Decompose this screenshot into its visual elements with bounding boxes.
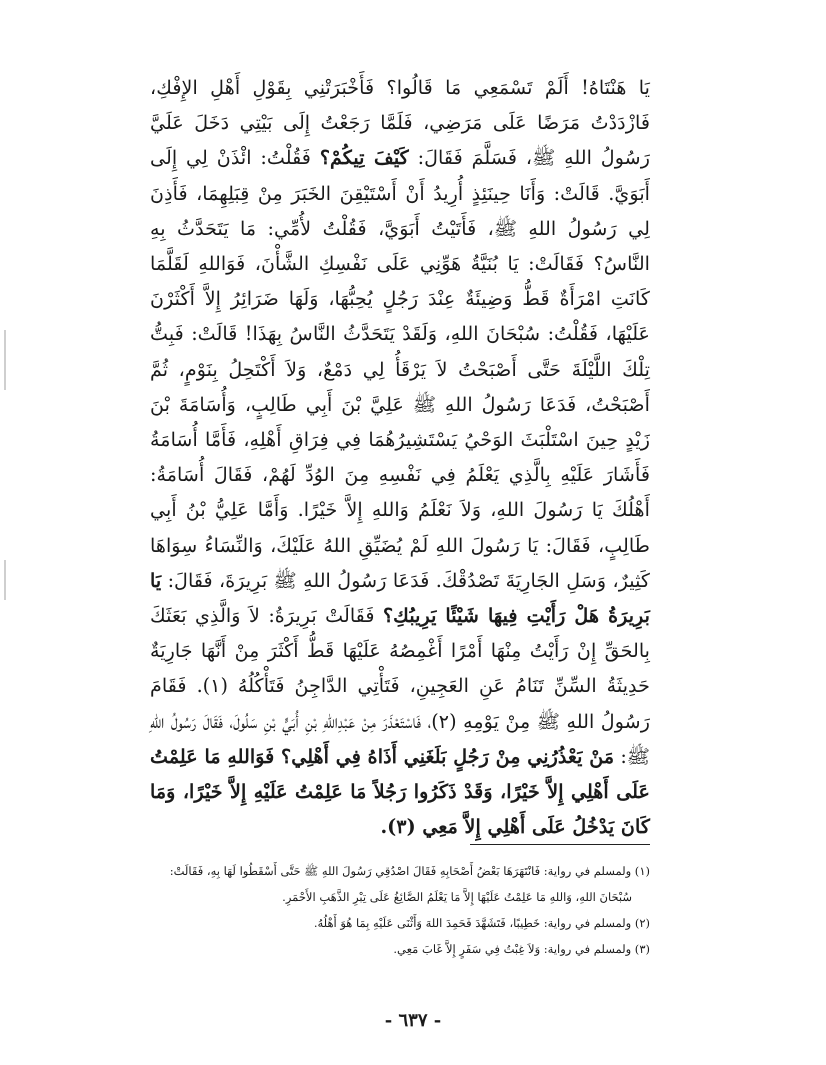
footnote-1: (١) ولمسلم في رواية: فَانْتَهَرَهَا بَعْضُ أَصْحَابِهِ فَقَالَ اصْدُقِي رَسُولَ اللهِ ﷺ حَتَّى أَسْقَطُوا لَهَا بِهِ، فَقَالَتْ:: [169, 864, 650, 878]
main-text: [150, 70, 650, 844]
page-number: - ٦٣٧ -: [384, 1010, 442, 1031]
footnote-1-continued: سُبْحَانَ اللهِ، وَاللهِ مَا عَلِمْتُ عَلَيْهَا إِلاَّ مَا يَعْلَمُ الصَّائِغُ عَلَى تِبْرِ الذَّهَبِ الأَحْمَرِ.: [282, 890, 632, 904]
hadith-quote: مَنْ يَعْذُرُنِي مِنْ رَجُلٍ بَلَغَنِي أَذَاهُ فِي أَهْلِي؟ فَوَاللهِ مَا عَلِمْتُ عَلَى أَهْلِي إِلاَّ خَيْرًا، وَقَدْ ذَكَرُوا رَجُلاً مَا عَلِمْتُ عَلَيْهِ إِلاَّ خَيْرًا، وَمَا كَانَ يَدْخُلُ عَلَى أَهْلِي إِلاَّ مَعِي (٣).: [150, 744, 650, 839]
hadith-quote: يَا بَرِيرَةُ هَلْ رَأَيْتِ فِيهَا شَيْئًا يَرِيبُكِ؟: [150, 568, 650, 628]
main-paragraph: [150, 70, 650, 844]
text-run: فَقَالَتْ بَرِيرَةُ: لاَ وَالَّذِي بَعَثَكَ بِالحَقِّ إِنْ رَأَيْتُ مِنْهَا أَمْرًا أَغْمِصُهُ عَلَيْهَا قَطُّ أَكْثَرَ مِنْ أَنَّهَا جَارِيَةٌ حَدِيثَةُ السِّنِّ تَنَامُ عَنِ العَجِينِ، فَتَأْتِي الدَّاجِنُ فَتَأْكُلُهُ (١). فَقَامَ رَسُولُ اللهِ ﷺ مِنْ يَوْمِهِ (٢)، فَاسْتَعْذَرَ مِنْ عَبْدِاللهِ بْنِ أُبَيٍّ بْنِ سَلُولَ، فَقَالَ رَسُولُ اللهِ ﷺ:: [150, 604, 650, 768]
footnote-divider: [470, 844, 650, 845]
footnote-3: (٣) ولمسلم في رواية: وَلاَ غِبْتُ فِي سَفَرٍ إِلاَّ غَابَ مَعِي.: [393, 942, 650, 956]
hadith-quote: كَيْفَ تِيكُمْ؟: [319, 146, 409, 170]
footnote-2: (٢) ولمسلم في رواية: خَطِيبًا، فَتَشَهَّدَ فَحَمِدَ اللهَ وَأَثْنَى عَلَيْهِ بِمَا هُوَ أَهْلُهُ.: [313, 916, 650, 930]
text-run: فَقُلْتُ: ائْذَنْ لِي إِلَى أَبَوَيَّ. قَالَتْ: وَأَنَا حِينَئِذٍ أُرِيدُ أَنْ أَسْتَيْقِنَ الخَبَرَ مِنْ قِبَلِهِمَا، فَأَذِنَ لِي رَسُولُ اللهِ ﷺ، فَأَتَيْتُ أَبَوَيَّ، فَقُلْتُ لأُمِّي: مَا يَتَحَدَّثُ بِهِ النَّاسُ؟ فَقَالَتْ: يَا بُنَيَّةُ هَوِّنِي عَلَى نَفْسِكِ الشَّأْنَ، فَوَاللهِ لَقَلَّمَا كَانَتِ امْرَأَةٌ قَطُّ وَضِيئَةٌ عِنْدَ رَجُلٍ يُحِبُّهَا، وَلَهَا ضَرَائِرُ إِلاَّ أَكْثَرْنَ عَلَيْهَا، فَقُلْتُ: سُبْحَانَ اللهِ، وَلَقَدْ يَتَحَدَّثُ النَّاسُ بِهَذَا! قَالَتْ: فَبِتُّ تِلْكَ اللَّيْلَةَ حَتَّى أَصْبَحْتُ لاَ يَرْقَأُ لِي دَمْعٌ، وَلاَ أَكْتَحِلُ بِنَوْمٍ، ثُمَّ أَصْبَحْتُ، فَدَعَا رَسُولُ اللهِ ﷺ عَلِيَّ بْنَ أَبِي طَالِبٍ، وَأُسَامَةَ بْنَ زَيْدٍ حِينَ اسْتَلْبَثَ الوَحْيُ يَسْتَشِيرُهُمَا فِي فِرَاقِ أَهْلِهِ، فَأَمَّا أُسَامَةُ فَأَشَارَ عَلَيْهِ بِالَّذِي يَعْلَمُ فِي نَفْسِهِ مِنَ الوُدِّ لَهُمْ، فَقَالَ أُسَامَةُ: أَهْلُكَ يَا رَسُولَ اللهِ، وَلاَ نَعْلَمُ وَاللهِ إِلاَّ خَيْرًا. وَأَمَّا عَلِيُّ بْنُ أَبِي طَالِبٍ، فَقَالَ: يَا رَسُولَ اللهِ لَمْ يُضَيِّقِ اللهُ عَلَيْكَ، وَالنِّسَاءُ سِوَاهَا كَثِيرٌ، وَسَلِ الجَارِيَةَ تَصْدُقْكَ. فَدَعَا رَسُولُ اللهِ ﷺ بَرِيرَةَ، فَقَالَ:: [150, 146, 650, 592]
footnotes: [150, 858, 650, 962]
scan-margin-mark: [4, 560, 6, 600]
text-run: يَا هَنْتَاهُ! أَلَمْ تَسْمَعِي مَا قَالُوا؟ فَأَخْبَرَتْنِي بِقَوْلِ أَهْلِ الإِفْكِ، فَازْدَدْتُ مَرَضًا عَلَى مَرَضِي، فَلَمَّا رَجَعْتُ إِلَى بَيْتِي دَخَلَ عَلَيَّ رَسُولُ اللهِ ﷺ، فَسَلَّمَ فَقَالَ:: [150, 76, 651, 170]
scan-margin-mark: [4, 330, 6, 390]
